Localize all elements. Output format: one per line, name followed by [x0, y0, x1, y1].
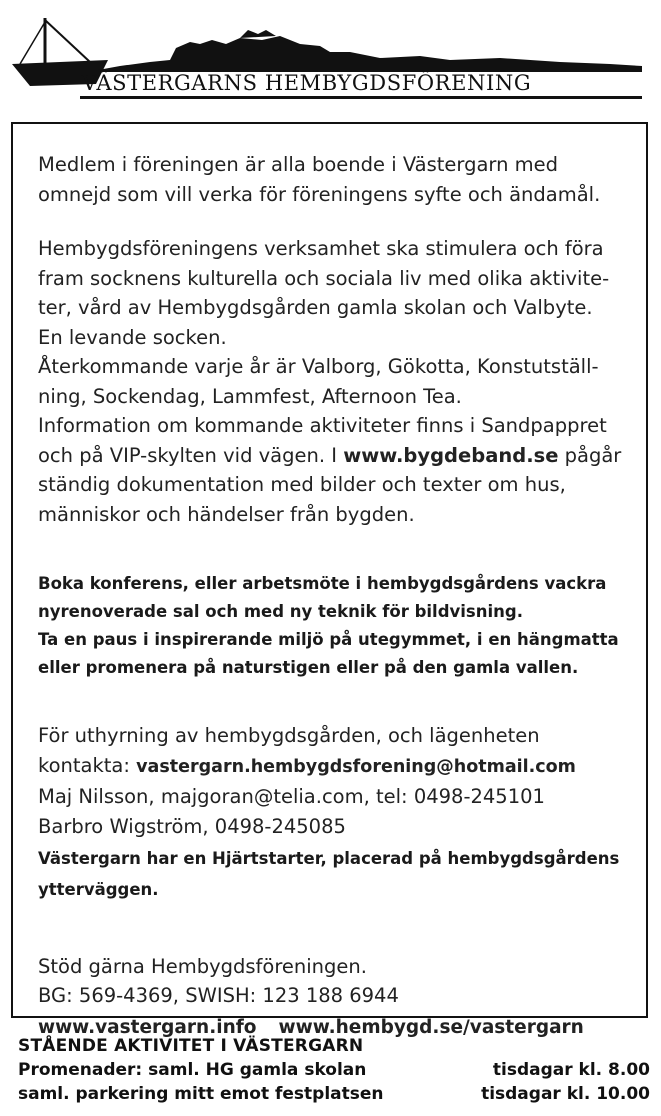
- standing-activity-title: STÅENDE AKTIVITET I VÄSTERGARN: [18, 1036, 364, 1056]
- rental-email-link[interactable]: vastergarn.hembygdsforening@hotmail.com: [136, 756, 576, 777]
- payment-info: BG: 569-4369, SWISH: 123 188 6944: [38, 984, 399, 1007]
- header: [0, 0, 661, 110]
- contact-maj: Maj Nilsson, majgoran@telia.com, tel: 0498-245101: [38, 785, 545, 808]
- org-name: VÄSTERGARNS HEMBYGDSFÖRENING: [82, 71, 532, 95]
- info-content: [38, 150, 638, 1042]
- defibrillator-note: Västergarn har en Hjärtstarter, placerad på hembygdsgårdens ytterväggen.: [38, 849, 620, 899]
- standing-activity: [18, 1034, 650, 1106]
- bygdeband-link[interactable]: www.bygdeband.se: [343, 443, 559, 467]
- header-rule: [80, 96, 642, 99]
- booking-paragraph: Boka konferens, eller arbetsmöte i hembygdsgårdens vackra nyrenoverade sal och med ny teknik för bildvisning. Ta en paus i inspirerande miljö på utegymmet, i en hängmatta eller promenera på naturstigen eller på den gamla vallen.: [38, 573, 619, 677]
- activities-paragraph: Hembygdsföreningens verksamhet ska stimulera och föra fram socknens kulturella och sociala liv med olika aktivite- ter, vård av Hembygdsgården gamla skolan och Valbyte. En levande socken. Återkommande varje år är Valborg, Gökotta, Konstutställ- ning, Sockendag, Lammfest, Afternoon Tea. Information om kommande aktiviteter finns i Sandpappret och på VIP-skylten vid vägen. I www.bygdeband.se pågår ständig dokumentation med bilder och texter om hus, människor och händelser från bygden.: [38, 237, 622, 526]
- activity-row: saml. parkering mitt emot festplatsen tisdagar kl. 10.00: [18, 1084, 650, 1104]
- rental-paragraph: För uthyrning av hembygdsgården, och lägenheten kontakta: vastergarn.hembygdsforening@hotmail.com Maj Nilsson, majgoran@telia.com, tel: 0498-245101 Barbro Wigström, 0498-245085: [38, 724, 576, 838]
- membership-paragraph: Medlem i föreningen är alla boende i Västergarn med omnejd som vill verka för föreningens syfte och ändamål.: [38, 153, 601, 206]
- vastergarn-info-link[interactable]: www.vastergarn.info: [38, 1016, 257, 1038]
- activity-row: Promenader: saml. HG gamla skolan tisdagar kl. 8.00: [18, 1060, 650, 1080]
- support-paragraph: Stöd gärna Hembygdsföreningen. BG: 569-4369, SWISH: 123 188 6944: [38, 954, 399, 1007]
- contact-barbro: Barbro Wigström, 0498-245085: [38, 814, 346, 838]
- hembygd-link[interactable]: www.hembygd.se/vastergarn: [278, 1016, 584, 1038]
